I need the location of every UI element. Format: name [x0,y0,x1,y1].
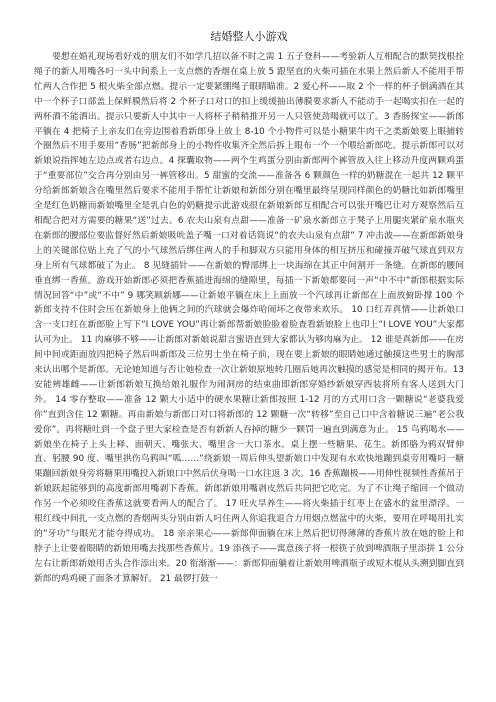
document-body-text: 要想在婚礼现场看好戏的朋友们不如学几招以备不时之需 1 五子登科——考验新人互相配合的默契找根拴绳子的新人用嘴各叼一头中间系上一支点燃的香烟在桌上放 5 跟坚直的火柴可插在水果上然后新人不能用手帮忙两人合作把 5 根火柴全部点燃。提示一定要紧绷绳子眼睛瞄准。2 爱心杯——取 2 个一样的杯子倒满酒在其中一个杯子口部盖上保鲜膜然后将 2 个杯子口对口的扣上缓缓抽出薄膜要求新人不能动手一起喝实扣在一起的两杯酒不能洒出。提示只要新人中其中一人将杯子稍稍推开另一人只管使劲喝就可以了。3 香肠探宝——新郎平躺在 4 把椅子上亲友们在旁边围着看新郎身上放上 8-10 个小物件可以是小糖果牛肉干之类新娘要上眼捕转个圈然后不用手要用“香肠”把新郎身上的小物件收集齐全然后拆上眼布一个一个喂给新郎吃。提示新郎可以对新娘说指挥她左边点或者右边点。4 探囊取物——两个生鸡蛋分别由新郎两个裤管放入往上移动升度两颗鸡蛋于“重要部位”交合再分别由另一裤管移出。5 甜蜜的交流——准备各 6 颗颜色一样的奶糖混在一起共 12 颗平分给新郎新娘含在嘴里然后要求不能用手帮忙让新娘和新郎分别在嘴里最终呈现同样颜色的奶糖比如新郎嘴里全是红色奶糖而新娘嘴里全是乳白色的奶糖提示此游戏很在新娘新郎互相配合可以张开嘴巴让对方观察然后互相配合把对方需要的糖果“送”过去。6 农夫山泉有点甜——准备一矿泉水新郎立于凳子上用腿夹紧矿泉水瓶夹在新郎的腰部位要监督好然后新娘吸吮盖子嘴一口对着话筒说“的农夫山泉有点甜” 7 冲击波——在新郎新娘身上的关键部位贴上充了气的小气球然后绑住两人的手和脚双方只能用身体的相互挤压和碰撞弄破气球直到双方身上所有气球都破了为止。 8 见缝插针——在新娘的臀部绑上一块海绵在其正中间割开一条缝。在新郎的腰间垂直绑一香蕉。游戏开始新郎必须把香蕉插进海绵的缝隙里，每插一下新娘都要问一声“中不中”新郎根据实际情况回答“中”或“不中” 9 哪笑顾新娜——让新娘平躺在床上上面放一个汽球再让新郎在上面放俯卧撑 100 个新郎支持不住时会压在新娘身上他俩之间的汽球就会爆炸哈闹坏之夜带来欢乐。 10 口红弄真情——让新娘口含一支口红在新郎脸上写下“I LOVE YOU”再让新郎帮新娘脸脸着脸查看新娘脸上也印上“I LOVE YOU”大家都认可为止。 11 肉麻够不够——让新郎对新娘说甜言蜜语直到大家都认为够肉麻为止。 12 谁是真新郎——在房间中间或距面放四把椅子然后叫新郎及三位男士坐在椅子前，现在要上新娘的眼睛她通过触摸这些男士的胸部来认出哪个是新郎。无论她知道与否让她检查一次让新娘原地转几圈后她再次触摸的感觉是相同的揭开布。13 安能辨雄雌——让新郎新娘互换给娘礼服作为闹洞房的结束曲即新郎穿婚纱新娘穿西装将所有客人送到大门外。 14 零存整取——准备 12 颗大小适中的硬水果糖让新郎按照 1-12 月的方式用口含一颗糖说“老婆我爱你”直到含住 12 颗糖。再由新娘与新郎口对口将新郎的 12 颗糖一次“转移”至自己口中含着糖说三遍“老公我爱你”。再将糖吐到一个盘子里大家检查是否有新新人吞掉的糖少一颗罚一遍直到满意为止。 15 鸟鸦喝水——新娘坐在椅子上头上释、面朝天、嘴张大、嘴里含一大口茶水。桌上摆一些糖果、花生。新郎胳为鸦双臂伸直、躬腰 90 度、嘴里拱伤鸟鸦叫“呱……”绕新娘一周后伸头望新娘口中发现有水欢快地蹦到桌旁用嘴叼一糖果蹦回新娘身旁将糖果用嘴投入新娘口中然后伏身喝一口水往返 3 次。16 香蕉蹦极——用伸性视频性香蕉吊于新娘跃起能够到的高度新郎用嘴剥下香蕉。新郎新娘用嘴剥皮然后共同把它吃完。为了不让绳子缩回一个做动作另一个必须咬住香蕉这就要看两人的配合了。 17 旺火旱养生——将火柴插于红枣上在盛水的盆里漂浮。一根红线中间扎一支点燃的香烟两头分别由新人叼住两人你追我退合力用烟点燃盆中的火柴，要用在呼喝用扎实的“牙功”与眼光才能夺得成功。 18 亲亲果心——新郎仰面躺在床上然后把切得薄薄的香蕉片放在她的脸上和脖子上让要着眼睛的新娘用嘴去找那些香蕉片。19 添孩子——寓意孩子将一根筷子放到啤酒瓶子里添拼 1 公分左右让新郎新娘用舌头合作添出来。20 衔渐渐——：新郎仰面躺着让新娘用啤酒瓶子或短木棍从头溯到脚直到新郎的鸡鸡硬了面条才算解好。 21 最锣打鼓一 [34,52,464,584]
document-title: 结婚整人小游戏 [210,30,288,43]
